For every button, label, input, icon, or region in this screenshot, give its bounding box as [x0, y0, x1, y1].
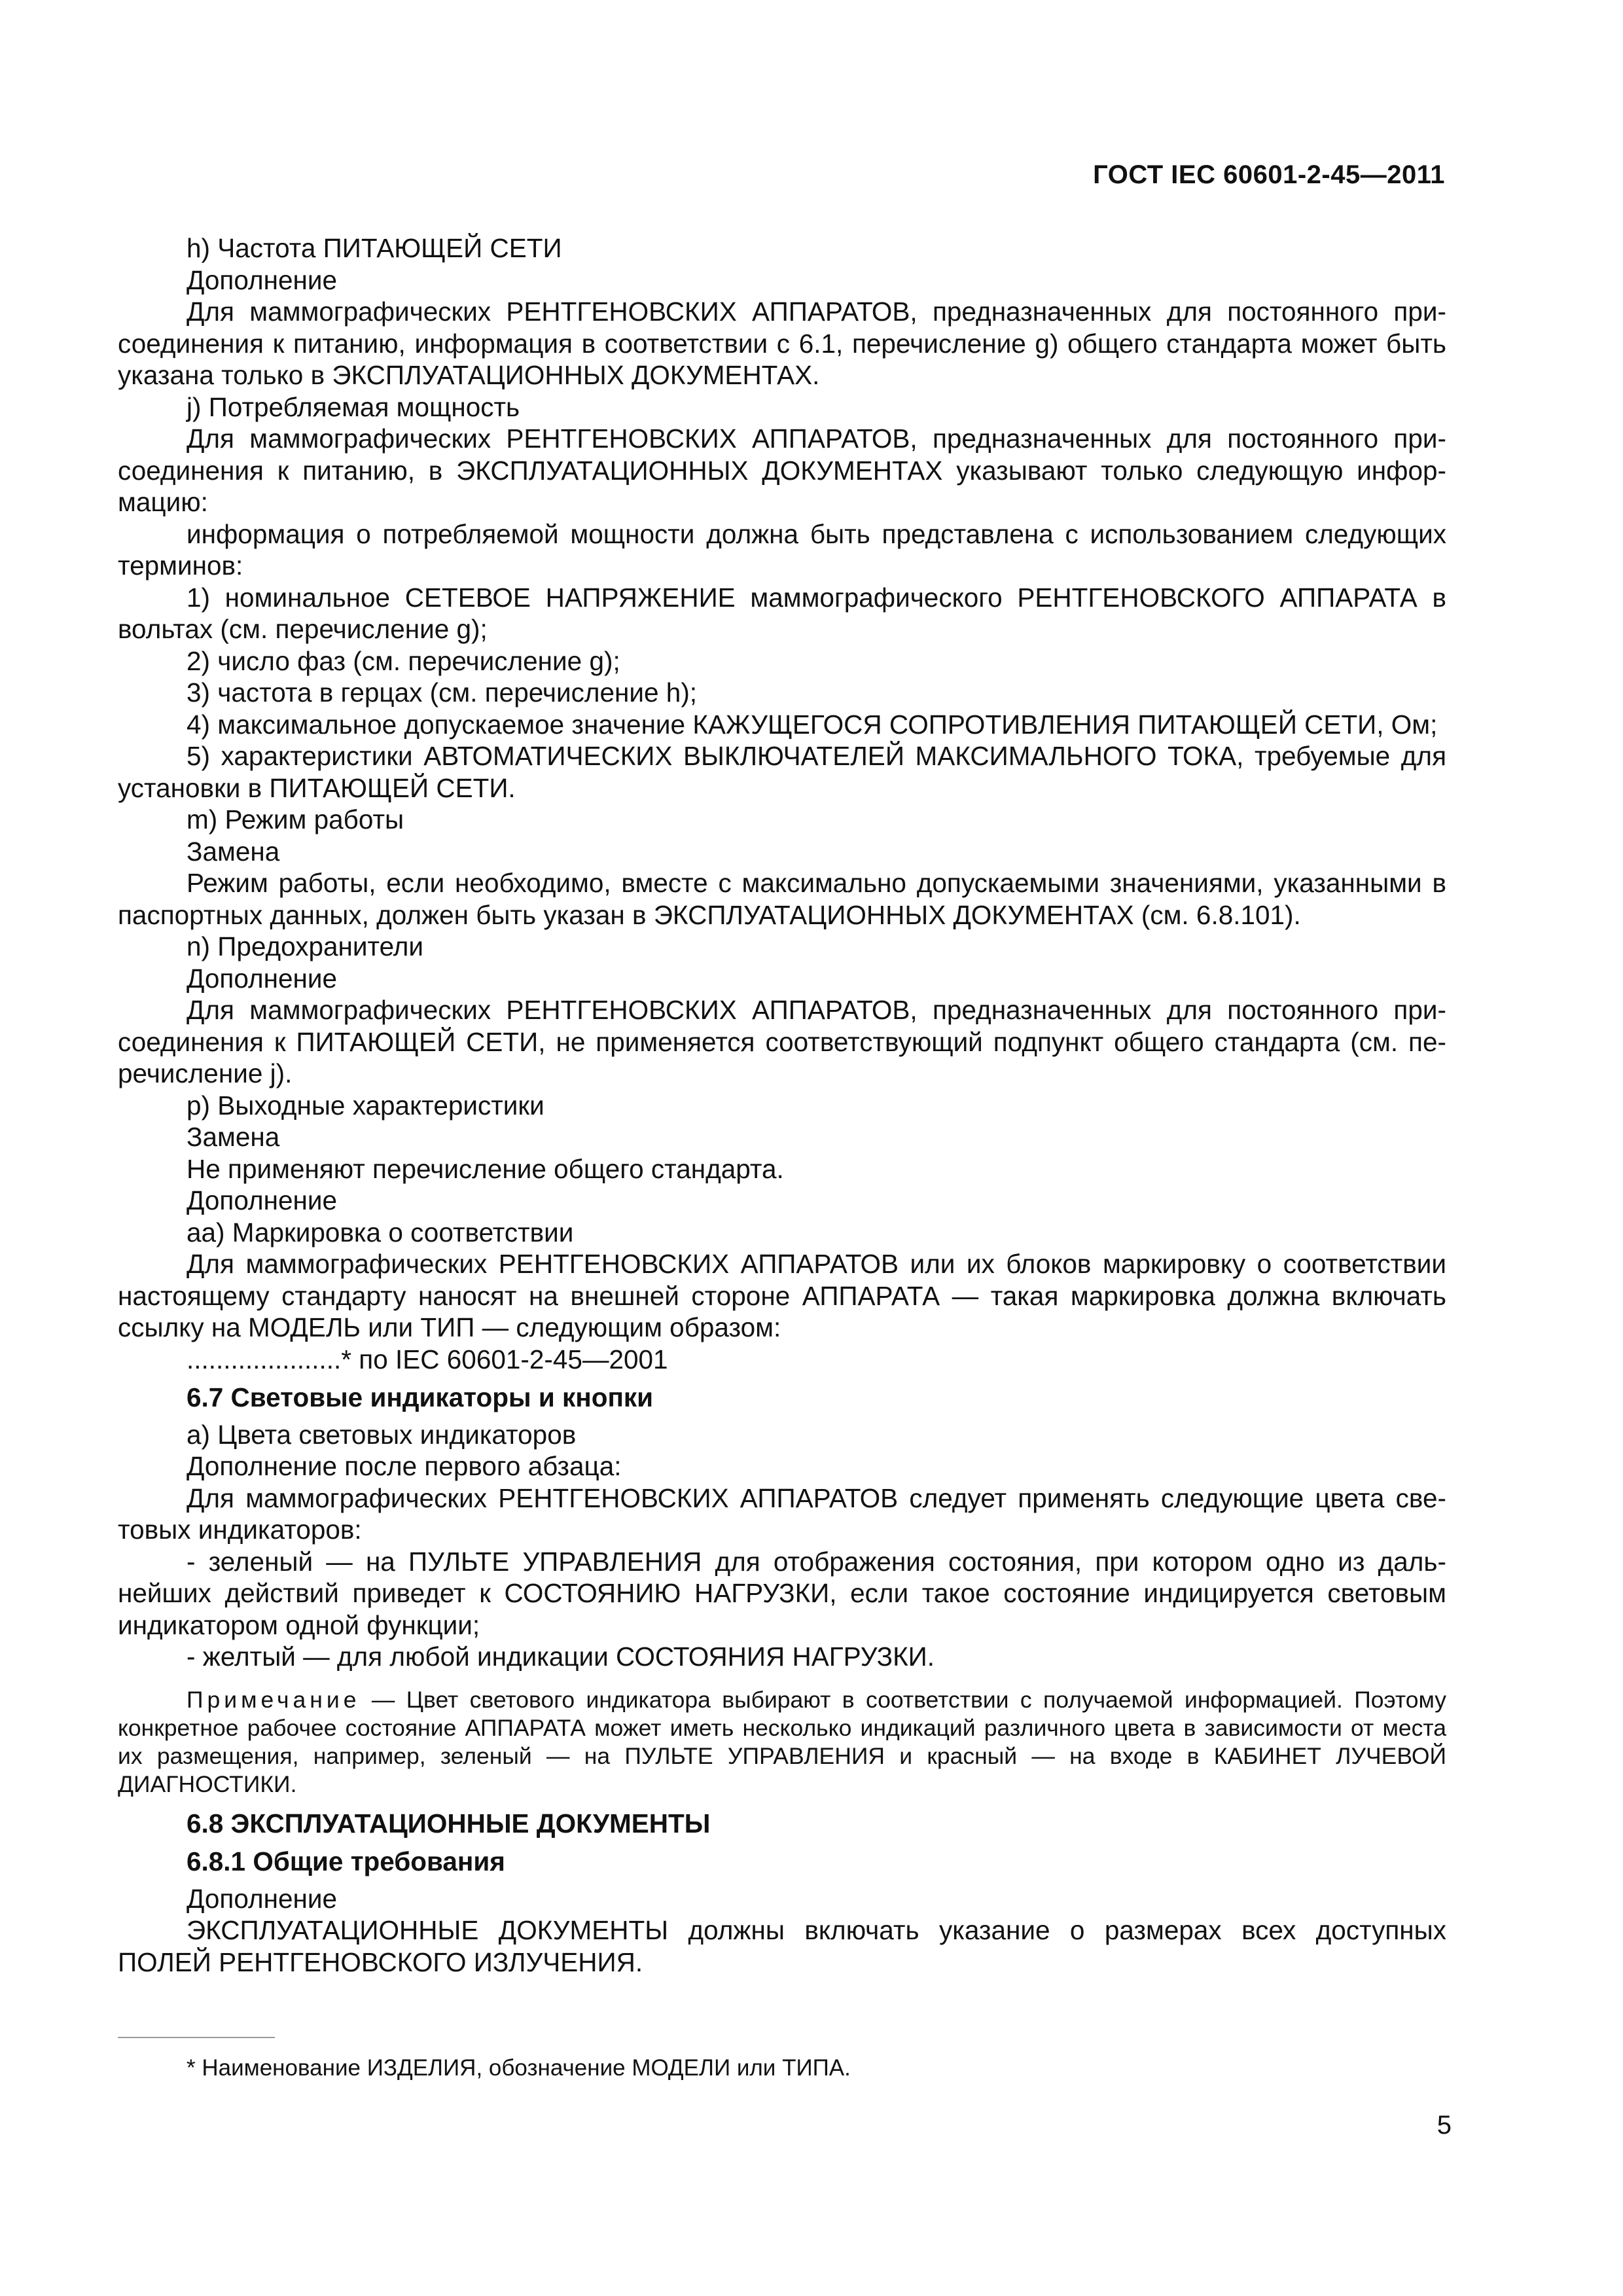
- list-item: 2) число фаз (см. перечисление g);: [187, 645, 620, 676]
- page-body: [118, 232, 1446, 1978]
- list-item: 1) номинальное СЕТЕВОЕ НАПРЯЖЕНИЕ маммографического РЕНТГЕНОВСКОГО АППАРАТА в вольтах (см. перечисление g);: [118, 582, 1446, 644]
- list-item: 4) максимальное допускаемое значение КАЖУЩЕГОСЯ СОПРОТИВЛЕНИЯ ПИТАЮЩЕЙ СЕТИ, Ом;: [187, 709, 1438, 740]
- paragraph: Для маммографических РЕНТГЕНОВСКИХ АППАРАТОВ, предназначенных для постоянного присоединения к питанию, информация в соответствии с 6.1, перечисление g) общего стандарта может быть указана только в ЭКСПЛУАТАЦИОННЫХ ДОКУМЕНТАХ.: [118, 296, 1446, 390]
- paragraph: Дополнение: [187, 264, 338, 295]
- paragraph: p) Выходные характеристики: [187, 1090, 544, 1121]
- paragraph: Замена: [187, 836, 280, 867]
- paragraph: m) Режим работы: [187, 804, 404, 834]
- paragraph: Для маммографических РЕНТГЕНОВСКИХ АППАРАТОВ, предназначенных для постоянного присоединения к ПИТАЮЩЕЙ СЕТИ, не применяется соответствующий подпункт общего стандарта (см. перечисление j).: [118, 995, 1446, 1088]
- paragraph: Дополнение после первого абзаца:: [187, 1451, 622, 1481]
- note: [118, 1686, 1446, 1799]
- footnote: * Наименование ИЗДЕЛИЯ, обозначение МОДЕЛИ или ТИПА.: [187, 2055, 851, 2081]
- paragraph: j) Потребляемая мощность: [187, 391, 520, 422]
- paragraph: h) Частота ПИТАЮЩЕЙ СЕТИ: [187, 233, 562, 263]
- list-item: 5) характеристики АВТОМАТИЧЕСКИХ ВЫКЛЮЧАТЕЛЕЙ МАКСИМАЛЬНОГО ТОКА, требуемые для установки в ПИТАЮЩЕЙ СЕТИ.: [118, 741, 1446, 803]
- paragraph: Дополнение: [187, 1185, 338, 1215]
- list-item: 3) частота в герцах (см. перечисление h);: [187, 677, 698, 708]
- note-text: — Цвет светового индикатора выбирают в соответствии с получаемой информацией. Поэтому конкретное рабочее состояние АППАРАТА может иметь несколько индикаций различного цвета в зависимости от места их размещения, например, зеленый — на ПУЛЬТЕ УПРАВЛЕНИЯ и красный — на входе в КАБИНЕТ ЛУЧЕВОЙ ДИАГНОСТИКИ.: [118, 1686, 1446, 1797]
- paragraph: Не применяют перечисление общего стандарта.: [187, 1153, 784, 1184]
- footnote-divider: [118, 2037, 275, 2038]
- paragraph: Для маммографических РЕНТГЕНОВСКИХ АППАРАТОВ следует применять следующие цвета световых индикаторов:: [118, 1482, 1446, 1545]
- list-item: - зеленый — на ПУЛЬТЕ УПРАВЛЕНИЯ для отображения состояния, при котором одно из дальнейших действий приведет к СОСТОЯНИЮ НАГРУЗКИ, если такое состояние индицируется световым индикатором одной функции;: [118, 1546, 1446, 1640]
- paragraph: Для маммографических РЕНТГЕНОВСКИХ АППАРАТОВ или их блоков маркировку о соответствии настоящему стандарту наносят на внешней стороне АППАРАТА — такая маркировка должна включать ссылку на МОДЕЛЬ или ТИП — следующим образом:: [118, 1249, 1446, 1342]
- page-number: 5: [1436, 2111, 1452, 2140]
- paragraph: Для маммографических РЕНТГЕНОВСКИХ АППАРАТОВ, предназначенных для постоянного присоединения к питанию, в ЭКСПЛУАТАЦИОННЫХ ДОКУМЕНТАХ указывают только следующую информацию:: [118, 423, 1446, 517]
- paragraph: информация о потребляемой мощности должна быть представлена с использованием следующих терминов:: [118, 518, 1446, 581]
- paragraph: .....................* по IEC 60601-2-45—2001: [187, 1344, 668, 1374]
- list-item: - желтый — для любой индикации СОСТОЯНИЯ НАГРУЗКИ.: [187, 1641, 935, 1672]
- subsection-heading-6-8-1: 6.8.1 Общие требования: [187, 1846, 505, 1876]
- paragraph: Замена: [187, 1122, 280, 1152]
- document-header-code: ГОСТ IEC 60601-2-45—2011: [1093, 160, 1445, 189]
- paragraph: Дополнение: [187, 963, 338, 994]
- paragraph: Режим работы, если необходимо, вместе с максимально допускаемыми значениями, указанными в паспортных данных, должен быть указан в ЭКСПЛУАТАЦИОННЫХ ДОКУМЕНТАХ (см. 6.8.101).: [118, 868, 1446, 930]
- note-label: Примечание: [187, 1686, 361, 1713]
- section-heading-6-8: 6.8 ЭКСПЛУАТАЦИОННЫЕ ДОКУМЕНТЫ: [187, 1808, 711, 1839]
- paragraph: aa) Маркировка о соответствии: [187, 1217, 574, 1247]
- paragraph: ЭКСПЛУАТАЦИОННЫЕ ДОКУМЕНТЫ должны включать указание о размерах всех доступных ПОЛЕЙ РЕНТГЕНОВСКОГО ИЗЛУЧЕНИЯ.: [118, 1915, 1446, 1977]
- section-heading-6-7: 6.7 Световые индикаторы и кнопки: [187, 1382, 654, 1412]
- paragraph: n) Предохранители: [187, 931, 424, 961]
- paragraph: a) Цвета световых индикаторов: [187, 1419, 577, 1450]
- paragraph: Дополнение: [187, 1883, 338, 1914]
